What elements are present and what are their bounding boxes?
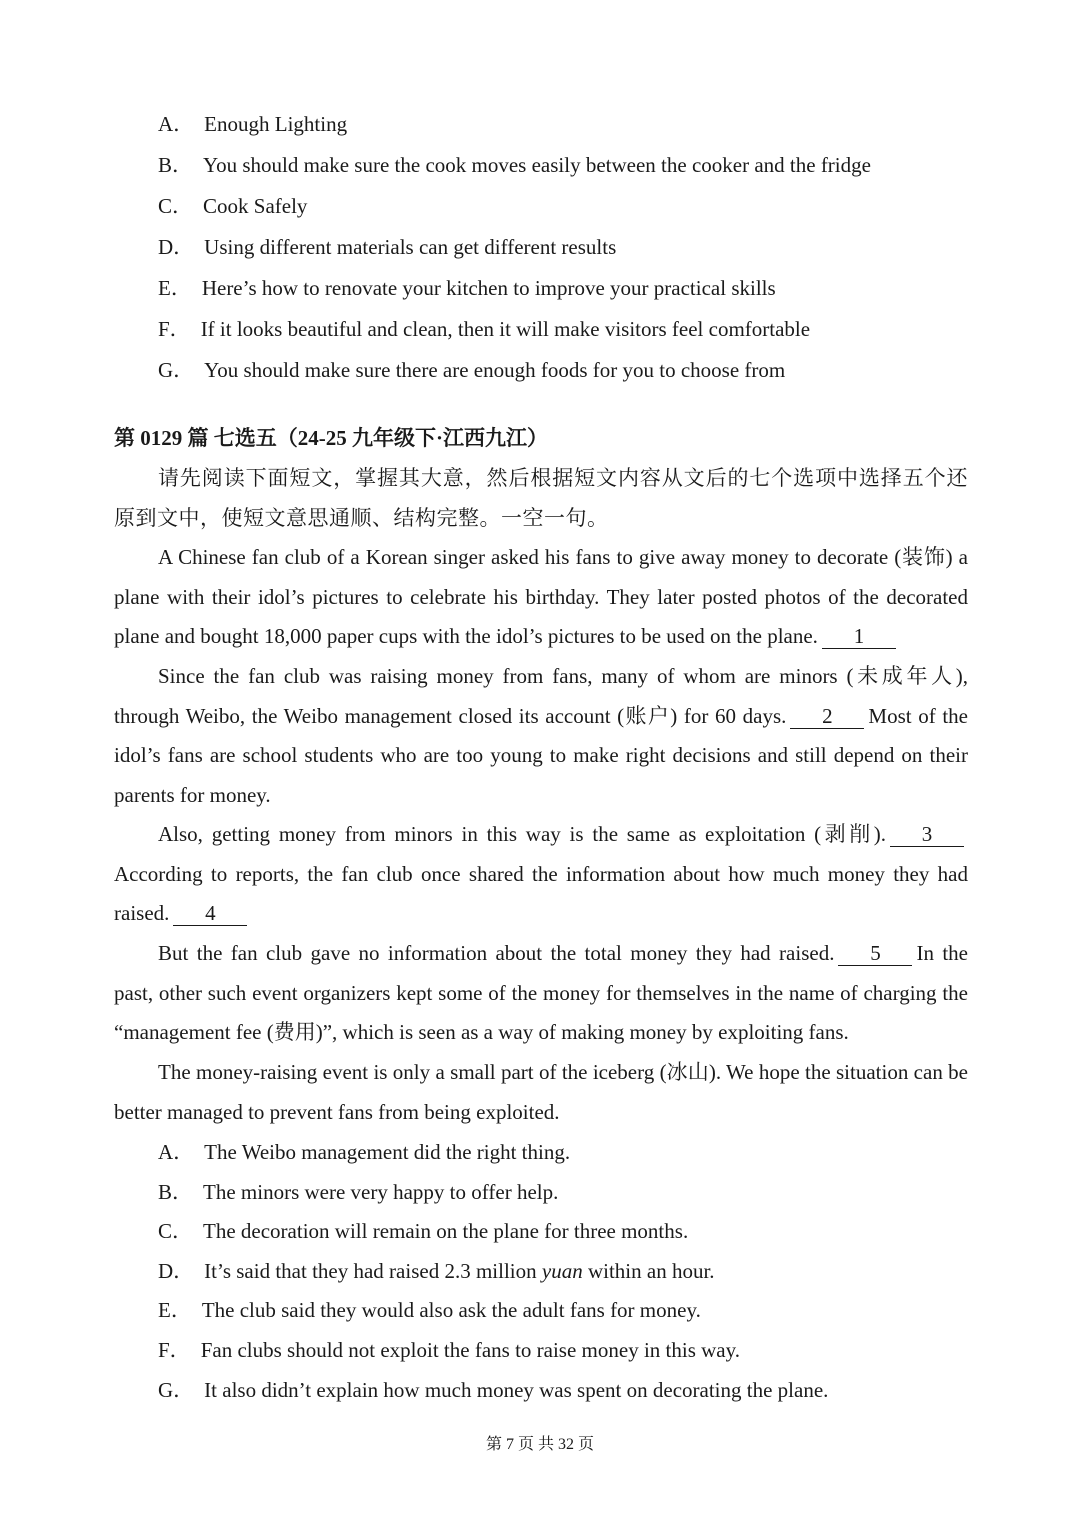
passage-paragraph-4: But the fan club gave no information about the total money they had raised. 5 In the past, other such event organizers kept some of the money for themselves in the name of charging the “management fee (费用)”, which is seen as a way of making money by exploiting fans. xyxy=(114,941,968,1045)
blank-3[interactable]: 3 xyxy=(890,822,964,847)
prev-option-g: G． You should make sure there are enough foods for you to choose from xyxy=(158,358,786,382)
blank-1[interactable]: 1 xyxy=(822,624,896,649)
option-b: B． The minors were very happy to offer help. xyxy=(158,1180,559,1204)
prev-option-d: D． Using different materials can get different results xyxy=(158,235,617,259)
passage-paragraph-3: Also, getting money from minors in this way is the same as exploitation (剥削). 3According to reports, the fan club once shared the information about how much money they had raised. 4 xyxy=(114,822,968,926)
option-c: C． The decoration will remain on the plane for three months. xyxy=(158,1219,689,1243)
prev-option-a: A． Enough Lighting xyxy=(158,112,348,136)
instruction-paragraph: 请先阅读下面短文，掌握其大意，然后根据短文内容从文后的七个选项中选择五个还原到文中，使短文意思通顺、结构完整。一空一句。 xyxy=(114,466,968,530)
option-a: A． The Weibo management did the right thing. xyxy=(158,1140,571,1164)
passage-paragraph-1: A Chinese fan club of a Korean singer asked his fans to give away money to decorate (装饰) a plane with their idol’s pictures to celebrate his birthday. They later posted photos of the decorated plane and bought 18,000 paper cups with the idol’s pictures to be used on the plane. 1 xyxy=(114,545,968,649)
prev-option-f: F． If it looks beautiful and clean, then it will make visitors feel comfortable xyxy=(158,317,811,341)
option-e: E． The club said they would also ask the adult fans for money. xyxy=(158,1298,701,1322)
blank-5[interactable]: 5 xyxy=(838,941,912,966)
option-d: D． It’s said that they had raised 2.3 million yuan within an hour. xyxy=(158,1259,715,1283)
passage-paragraph-5: The money-raising event is only a small part of the iceberg (冰山). We hope the situation can be better managed to prevent fans from being exploited. xyxy=(114,1060,968,1124)
blank-2[interactable]: 2 xyxy=(790,704,864,729)
passage-paragraph-2: Since the fan club was raising money from fans, many of whom are minors (未成年人), through Weibo, the Weibo management closed its account (账户) for 60 days. 2 Most of the idol’s fans are school students who are too young to make right decisions and still depend on their parents for money. xyxy=(114,664,969,807)
section-heading: 第 0129 篇 七选五（24-25 九年级下·江西九江） xyxy=(114,426,548,450)
option-f: F． Fan clubs should not exploit the fans to raise money in this way. xyxy=(158,1338,741,1362)
prev-option-c: C． Cook Safely xyxy=(158,194,308,218)
option-g: G． It also didn’t explain how much money was spent on decorating the plane. xyxy=(158,1378,829,1402)
page-footer: 第 7 页 共 32 页 xyxy=(485,1436,594,1453)
blank-4[interactable]: 4 xyxy=(173,901,247,926)
prev-option-b: B． You should make sure the cook moves easily between the cooker and the fridge xyxy=(158,153,871,177)
prev-option-e: E． Here’s how to renovate your kitchen to improve your practical skills xyxy=(158,276,776,300)
